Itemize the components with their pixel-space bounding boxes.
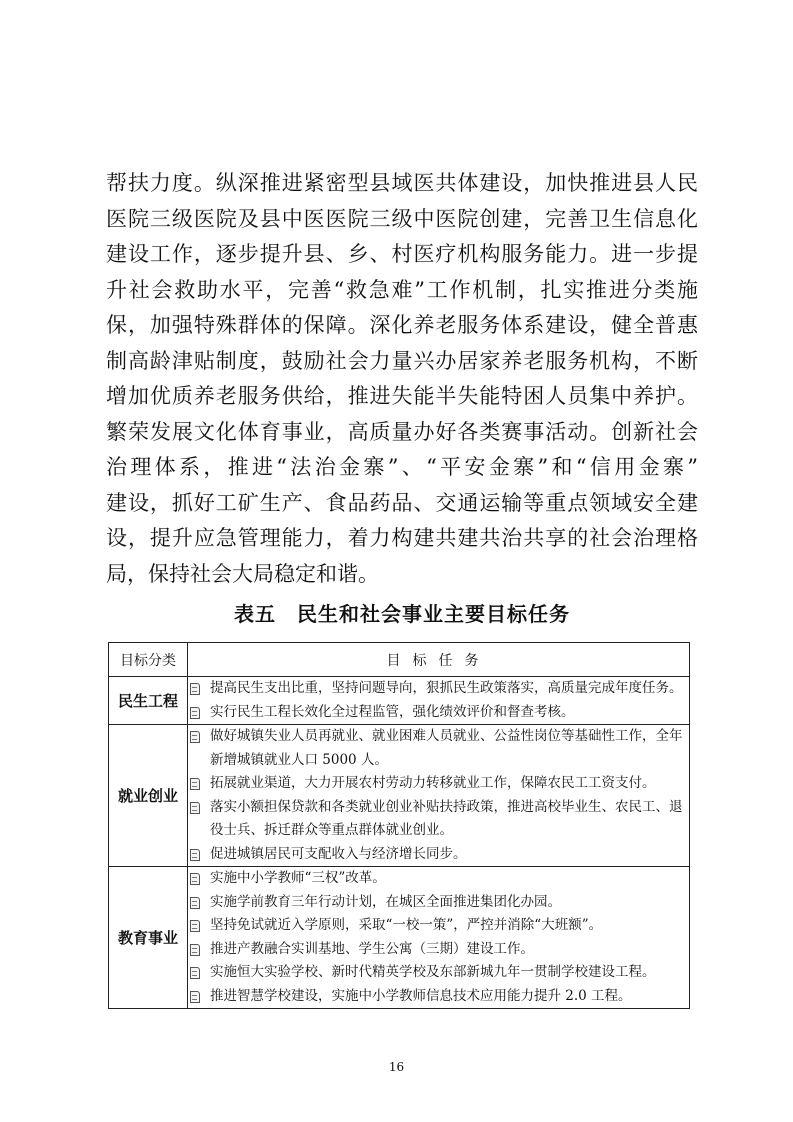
body-line: 繁荣发展文化体育事业，高质量办好各类赛事活动。创新社会 [106,419,698,444]
body-line: 保，加强特殊群体的保障。深化养老服务体系建设，健全普惠 [106,313,698,337]
document-icon [188,891,206,915]
document-icon [188,701,206,725]
task-item [188,914,689,938]
header-category: 目标分类 [109,643,188,677]
body-line: 治理体系，推进“法治金寨”、“平安金寨”和“信用金寨” [106,455,698,479]
task-text: 落实小额担保贷款和各类就业创业补贴扶持政策，推进高校毕业生、农民工、退役士兵、拆迁群众等重点群体就业创业。 [210,798,683,838]
body-line: 制高龄津贴制度，鼓励社会力量兴办居家养老服务机构，不断 [106,348,698,373]
document-icon [188,867,206,891]
task-text: 坚持免试就近入学原则，采取“一校一策”，严控并消除“大班额”。 [210,917,603,933]
table-row [109,725,690,867]
task-item [188,725,689,772]
document-icon [188,677,206,701]
body-line: 增加优质养老服务供给，推进失能半失能特困人员集中养护。 [106,384,698,408]
task-item [188,891,689,915]
body-paragraph [106,166,698,592]
document-icon [188,796,206,820]
task-text: 实施中小学教师“三权”改革。 [210,870,386,886]
tasks-cell [188,725,690,867]
body-line: 局，保持社会大局稳定和谐。 [106,561,379,586]
tasks-cell [188,867,690,1009]
document-icon [188,985,206,1009]
category-cell: 民生工程 [109,677,188,725]
document-icon [188,725,206,749]
task-text: 促进城镇居民可支配收入与经济增长同步。 [210,845,467,862]
task-item [188,867,689,891]
task-text: 做好城镇失业人员再就业、就业困难人员就业、公益性岗位等基础性工作，全年新增城镇就业人口 5000 人。 [210,728,683,768]
task-text: 拓展就业渠道，大力开展农村劳动力转移就业工作，保障农民工工资支付。 [210,775,656,791]
document-icon [188,843,206,867]
document-icon [188,961,206,985]
page-number: 16 [388,1060,405,1074]
header-tasks: 目标任务 [188,643,690,677]
category-cell: 教育事业 [109,867,188,1009]
body-line: 设，提升应急管理能力，着力构建共建共治共享的社会治理格 [106,526,698,550]
table-header-row [109,643,690,677]
document-icon [188,914,206,938]
body-line: 建设工作，逐步提升县、乡、村医疗机构服务能力。进一步提 [106,242,698,266]
tasks-cell [188,677,690,725]
task-text: 实施学前教育三年行动计划，在城区全面推进集团化办园。 [210,893,561,910]
targets-table [108,642,690,1009]
task-item [188,985,689,1009]
task-text: 提高民生支出比重，坚持问题导向，狠抓民生政策落实，高质量完成年度任务。 [210,680,683,696]
task-item [188,701,689,725]
body-line: 建设，抓好工矿生产、食品药品、交通运输等重点领域安全建 [106,490,698,515]
task-item [188,938,689,962]
body-line: 升社会救助水平，完善“救急难”工作机制，扎实推进分类施 [106,277,698,302]
document-icon [188,938,206,962]
task-item [188,796,689,843]
task-item [188,843,689,867]
table-row [109,867,690,1009]
body-line: 帮扶力度。纵深推进紧密型县域医共体建设，加快推进县人民 [106,171,698,195]
task-text: 推进智慧学校建设，实施中小学教师信息技术应用能力提升 2.0 工程。 [210,987,632,1004]
task-item [188,772,689,796]
category-cell: 就业创业 [109,725,188,867]
body-line: 医院三级医院及县中医医院三级中医院创建，完善卫生信息化 [106,206,698,231]
task-item [188,677,689,701]
task-text: 实行民生工程长效化全过程监管，强化绩效评价和督查考核。 [210,703,575,720]
task-text: 推进产教融合实训基地、学生公寓（三期）建设工作。 [210,940,534,957]
task-text: 实施恒大实验学校、新时代精英学校及东部新城九年一贯制学校建设工程。 [210,964,656,980]
table-row [109,677,690,725]
document-icon [188,772,206,796]
task-item [188,961,689,985]
table-title: 表五 民生和社会事业主要目标任务 [234,602,570,626]
